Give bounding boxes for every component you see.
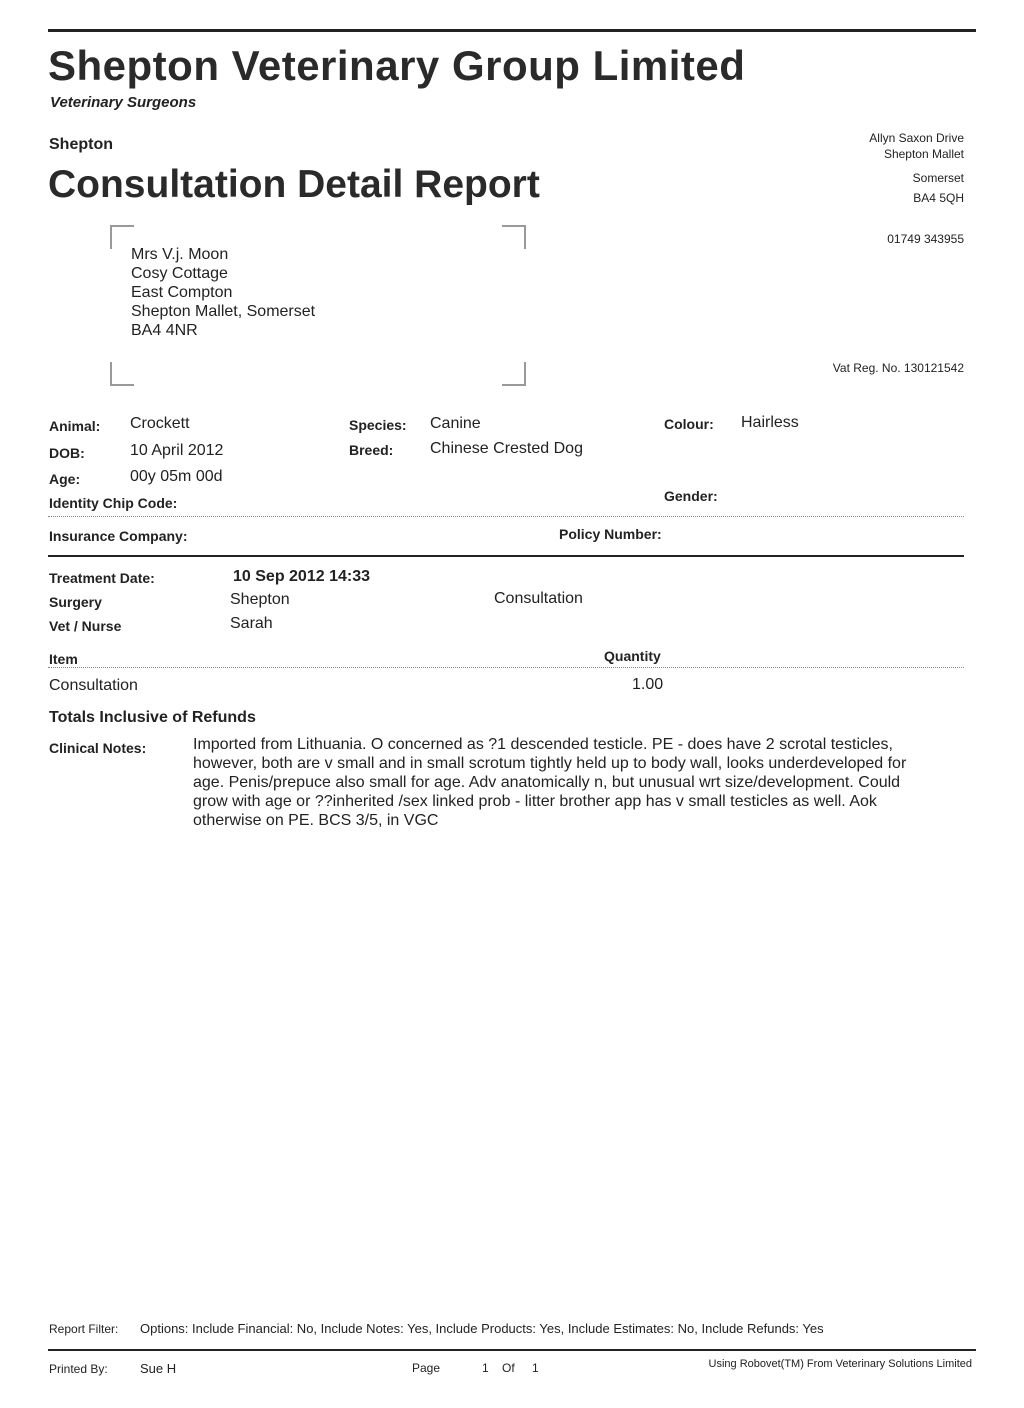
dob-value: 10 April 2012 (130, 442, 224, 459)
vat-number: Vat Reg. No. 130121542 (832, 361, 964, 375)
window-corner-top-right (502, 225, 526, 249)
species-label: Species: (349, 417, 407, 433)
treatment-type: Consultation (494, 590, 583, 607)
report-filter-label: Report Filter: (49, 1322, 119, 1336)
printed-by-label: Printed By: (49, 1362, 108, 1376)
page-of-label: Of (502, 1361, 515, 1375)
practice-phone: 01749 343955 (887, 232, 964, 246)
colour-value: Hairless (741, 414, 799, 431)
policy-number-label: Policy Number: (559, 526, 662, 542)
dob-label: DOB: (49, 445, 85, 461)
page-total: 1 (532, 1361, 539, 1375)
vet-nurse-value: Sarah (230, 615, 273, 632)
animal-label: Animal: (49, 418, 101, 434)
insurance-company-label: Insurance Company: (49, 528, 188, 544)
window-corner-bottom-left (110, 362, 134, 386)
colour-label: Colour: (664, 416, 714, 432)
clinical-notes-line: Imported from Lithuania. O concerned as ?1 descended testicle. PE - does have 2 scrotal testicles, (193, 736, 893, 753)
animal-divider (48, 516, 964, 517)
practice-address-line2: Shepton Mallet (883, 147, 964, 161)
software-credit: Using Robovet(TM) From Veterinary Solutions Limited (708, 1358, 972, 1370)
age-label: Age: (49, 471, 81, 487)
printed-by-value: Sue H (140, 1361, 177, 1376)
surgery-label: Surgery (49, 594, 102, 610)
page-label: Page (412, 1361, 441, 1375)
age-value: 00y 05m 00d (130, 468, 223, 485)
breed-value: Chinese Crested Dog (430, 440, 583, 457)
gender-label: Gender: (664, 488, 718, 504)
vet-nurse-label: Vet / Nurse (49, 618, 122, 634)
species-value: Canine (430, 415, 481, 432)
quantity-column-header: Quantity (604, 648, 661, 664)
clinical-notes-line: grow with age or ??inherited /sex linked prob - litter brother app has v small testicles as well. Aok (193, 793, 877, 810)
client-name: Mrs V.j. Moon (131, 246, 229, 263)
clinical-notes-label: Clinical Notes: (49, 740, 147, 756)
window-corner-bottom-right (502, 362, 526, 386)
client-postcode: BA4 4NR (131, 322, 198, 339)
report-filter-value: Options: Include Financial: No, Include Notes: Yes, Include Products: Yes, Include Estimates: No, Include Refunds: Yes (140, 1321, 824, 1336)
company-subtitle: Veterinary Surgeons (50, 94, 197, 111)
practice-address-line1: Allyn Saxon Drive (869, 131, 964, 145)
client-address-line3: Shepton Mallet, Somerset (131, 303, 316, 320)
clinical-notes-line: however, both are v small and in small scrotum tightly held up to body wall, looks underdeveloped for (193, 755, 907, 772)
clinical-notes-line: otherwise on PE. BCS 3/5, in VGC (193, 812, 439, 829)
page-number: 1 (482, 1361, 489, 1375)
items-header-divider (48, 667, 964, 668)
totals-label: Totals Inclusive of Refunds (49, 709, 256, 726)
branch-name: Shepton (49, 136, 113, 153)
report-title: Consultation Detail Report (48, 163, 540, 206)
breed-label: Breed: (349, 442, 394, 458)
treatment-date-label: Treatment Date: (49, 570, 155, 586)
company-name: Shepton Veterinary Group Limited (48, 42, 746, 89)
footer-rule (48, 1349, 976, 1351)
practice-postcode: BA4 5QH (913, 191, 964, 205)
animal-name: Crockett (130, 415, 190, 432)
chip-code-label: Identity Chip Code: (49, 495, 178, 511)
table-row-quantity: 1.00 (632, 676, 664, 693)
client-address-line2: East Compton (131, 284, 233, 301)
treatment-top-rule (48, 555, 964, 557)
surgery-value: Shepton (230, 591, 290, 608)
treatment-date-value: 10 Sep 2012 14:33 (233, 568, 370, 585)
item-column-header: Item (49, 651, 78, 667)
practice-address-line3: Somerset (912, 171, 964, 185)
top-rule (48, 29, 976, 32)
client-address-line1: Cosy Cottage (131, 265, 228, 282)
clinical-notes-line: age. Penis/prepuce also small for age. Adv anatomically n, but unusual wrt size/development. Could (193, 774, 901, 791)
table-row-item: Consultation (49, 677, 138, 694)
